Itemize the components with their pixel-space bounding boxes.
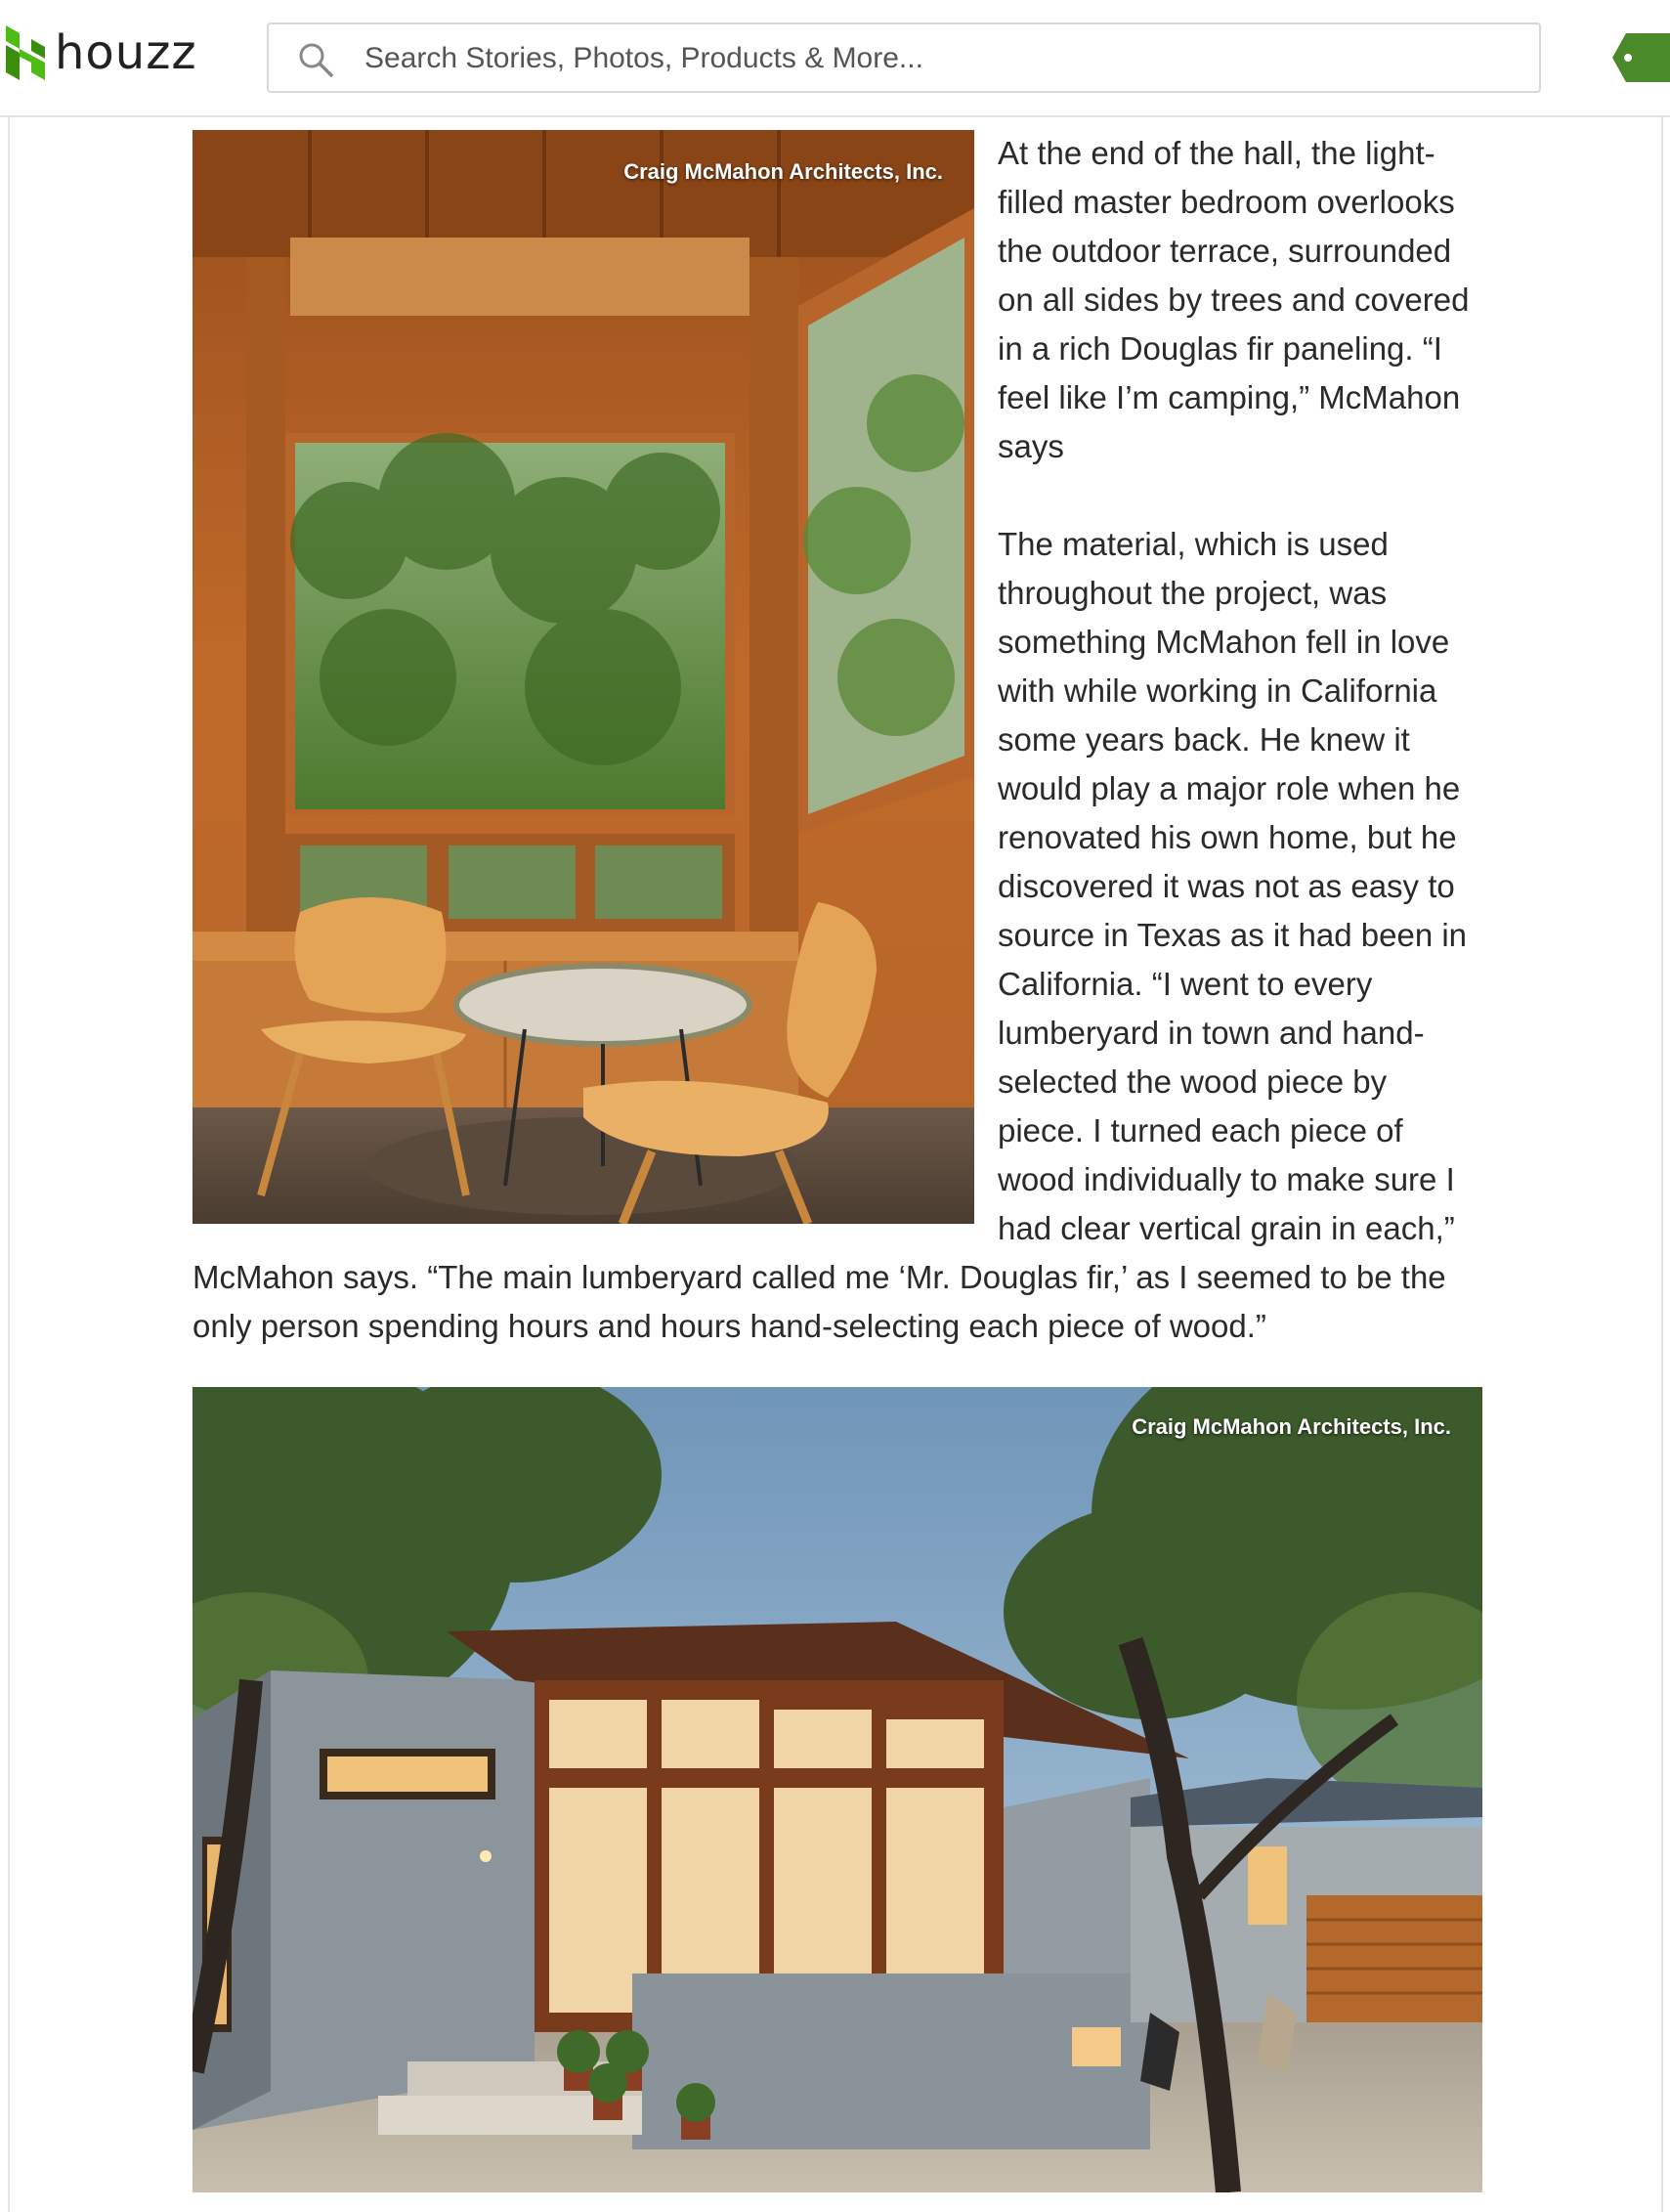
paragraph-line: piece. I turned each piece of xyxy=(998,1112,1403,1149)
brand-name: houzz xyxy=(55,25,197,80)
paragraph-line: the outdoor terrace, surrounded xyxy=(998,233,1452,269)
paragraph-line: in a rich Douglas fir paneling. “I xyxy=(998,330,1442,367)
paragraph-line: lumberyard in town and hand- xyxy=(998,1015,1425,1051)
paragraph-line: something McMahon fell in love xyxy=(998,624,1450,660)
tag-icon[interactable] xyxy=(1612,33,1670,82)
photo-credit: Craig McMahon Architects, Inc. xyxy=(1132,1414,1451,1439)
site-header xyxy=(0,0,1670,117)
paragraph-line: some years back. He knew it xyxy=(998,721,1410,758)
paragraph-line: wood individually to make sure I xyxy=(998,1161,1455,1197)
paragraph-line: The material, which is used xyxy=(998,526,1389,562)
paragraph-line: on all sides by trees and covered xyxy=(998,282,1470,318)
search-input[interactable] xyxy=(363,24,1520,93)
paragraph-line: renovated his own home, but he xyxy=(998,819,1457,855)
bedroom-photo[interactable] xyxy=(193,130,974,1224)
article-paragraph-1 xyxy=(998,129,1481,471)
paragraph-line: with while working in California xyxy=(998,672,1437,709)
paragraph-line: says xyxy=(998,428,1064,464)
exterior-photo[interactable] xyxy=(193,1387,1482,2192)
paragraph-line: McMahon says. “The main lumberyard called me ‘Mr. Douglas fir,’ as I seemed to be the xyxy=(193,1259,1446,1295)
paragraph-line: would play a major role when he xyxy=(998,770,1461,806)
exterior-image xyxy=(193,1387,1482,2192)
paragraph-line: California. “I went to every xyxy=(998,966,1373,1002)
page-border-left xyxy=(8,115,10,2212)
article-paragraph-2-continued xyxy=(193,1253,1482,1351)
paragraph-line: discovered it was not as easy to xyxy=(998,868,1455,904)
paragraph-line: had clear vertical grain in each,” xyxy=(998,1210,1455,1246)
photo-credit: Craig McMahon Architects, Inc. xyxy=(623,159,943,184)
search-bar[interactable] xyxy=(267,22,1541,93)
paragraph-line: feel like I’m camping,” McMahon xyxy=(998,379,1461,415)
search-icon[interactable] xyxy=(296,40,335,79)
paragraph-line: source in Texas as it had been in xyxy=(998,917,1468,953)
paragraph-line: filled master bedroom overlooks xyxy=(998,184,1455,220)
paragraph-line: only person spending hours and hours hand-selecting each piece of wood.” xyxy=(193,1308,1266,1344)
bedroom-image xyxy=(193,130,974,1224)
paragraph-line: throughout the project, was xyxy=(998,575,1388,611)
houzz-logo-icon xyxy=(6,25,45,80)
paragraph-line: At the end of the hall, the light- xyxy=(998,135,1435,171)
article-paragraph-2 xyxy=(998,520,1481,1253)
houzz-logo[interactable] xyxy=(6,25,197,80)
paragraph-line: selected the wood piece by xyxy=(998,1063,1388,1100)
page-border-right xyxy=(1661,115,1663,2212)
